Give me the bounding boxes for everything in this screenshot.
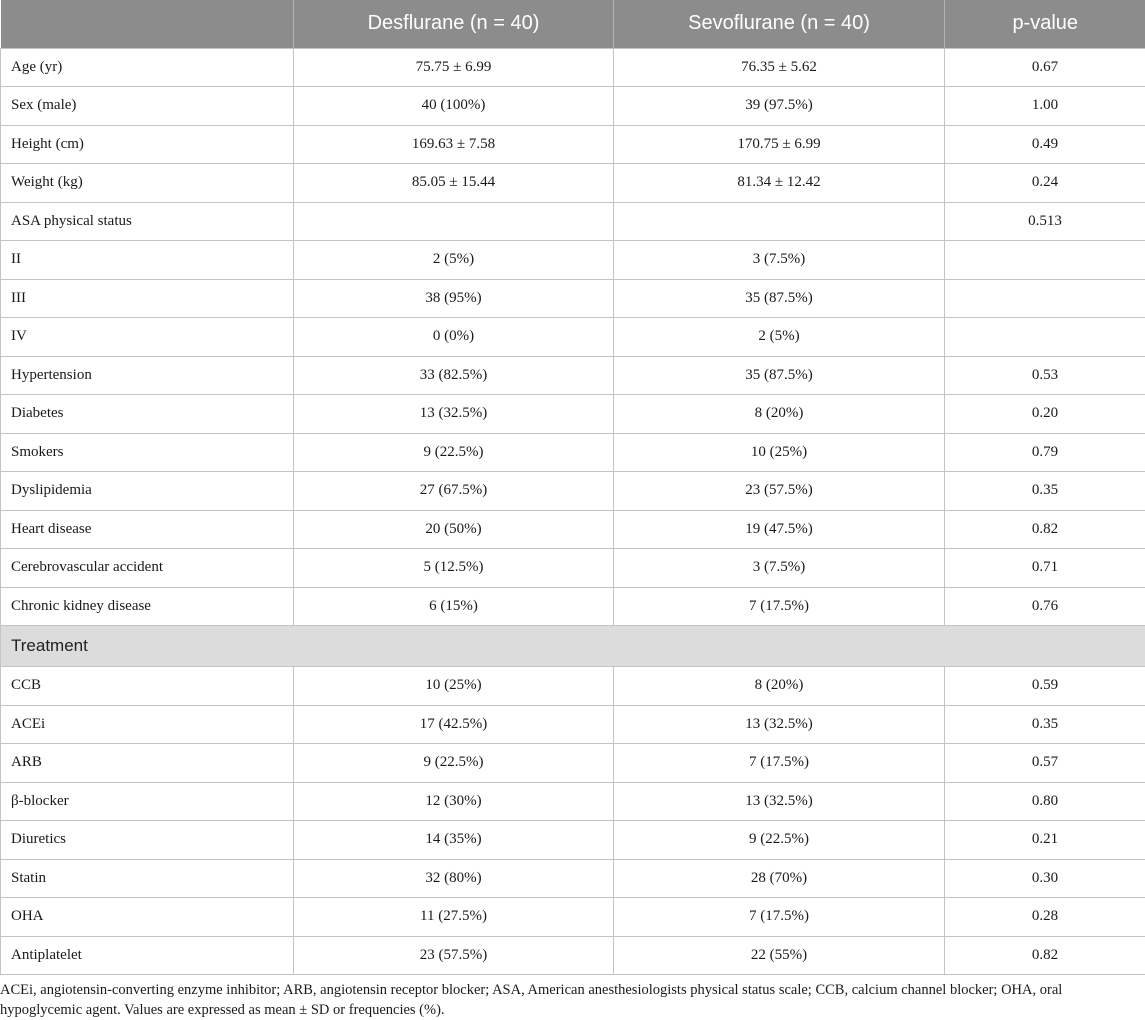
- p-value: 0.24: [945, 164, 1145, 203]
- row-label: II: [1, 241, 294, 280]
- table-row: [1, 744, 1145, 783]
- sevoflurane-value: 7 (17.5%): [614, 898, 945, 937]
- sevoflurane-value: 23 (57.5%): [614, 472, 945, 511]
- row-label: Antiplatelet: [1, 936, 294, 975]
- p-value: [945, 279, 1145, 318]
- p-value: 0.79: [945, 433, 1145, 472]
- desflurane-value: 11 (27.5%): [294, 898, 614, 937]
- sevoflurane-value: 28 (70%): [614, 859, 945, 898]
- p-value: 0.76: [945, 587, 1145, 626]
- row-label: CCB: [1, 667, 294, 706]
- p-value: 1.00: [945, 87, 1145, 126]
- row-label: Height (cm): [1, 125, 294, 164]
- desflurane-value: 5 (12.5%): [294, 549, 614, 588]
- desflurane-value: [294, 202, 614, 241]
- section-header-row: [1, 626, 1145, 667]
- row-label: Chronic kidney disease: [1, 587, 294, 626]
- p-value: 0.49: [945, 125, 1145, 164]
- desflurane-value: 9 (22.5%): [294, 433, 614, 472]
- row-label: ASA physical status: [1, 202, 294, 241]
- sevoflurane-value: 3 (7.5%): [614, 241, 945, 280]
- p-value: 0.82: [945, 510, 1145, 549]
- sevoflurane-value: 35 (87.5%): [614, 356, 945, 395]
- row-label: Cerebrovascular accident: [1, 549, 294, 588]
- table-row: [1, 279, 1145, 318]
- p-value: 0.513: [945, 202, 1145, 241]
- p-value: 0.20: [945, 395, 1145, 434]
- desflurane-value: 38 (95%): [294, 279, 614, 318]
- header-cell-label: [1, 0, 294, 48]
- desflurane-value: 27 (67.5%): [294, 472, 614, 511]
- table-row: [1, 241, 1145, 280]
- row-label: ACEi: [1, 705, 294, 744]
- sevoflurane-value: 7 (17.5%): [614, 744, 945, 783]
- row-label: β-blocker: [1, 782, 294, 821]
- row-label: Diabetes: [1, 395, 294, 434]
- p-value: 0.30: [945, 859, 1145, 898]
- desflurane-value: 0 (0%): [294, 318, 614, 357]
- table-footnote: ACEi, angiotensin-converting enzyme inhibitor; ARB, angiotensin receptor blocker; ASA, American anesthesiologists physical status scale; CCB, calcium channel blocker; OHA, oral hypoglycemic agent. Values are expressed as mean ± SD or frequencies (%).: [0, 982, 1063, 1018]
- table-row: [1, 125, 1145, 164]
- table-row: [1, 898, 1145, 937]
- table-row: [1, 433, 1145, 472]
- desflurane-value: 32 (80%): [294, 859, 614, 898]
- p-value: 0.53: [945, 356, 1145, 395]
- table-row: [1, 859, 1145, 898]
- p-value: [945, 241, 1145, 280]
- header-cell-p-value: p-value: [945, 0, 1145, 48]
- table-row: [1, 936, 1145, 975]
- p-value: 0.21: [945, 821, 1145, 860]
- sevoflurane-value: 22 (55%): [614, 936, 945, 975]
- table-row: [1, 705, 1145, 744]
- table-row: [1, 510, 1145, 549]
- desflurane-value: 40 (100%): [294, 87, 614, 126]
- row-label: Heart disease: [1, 510, 294, 549]
- table-row: [1, 821, 1145, 860]
- table-row: [1, 667, 1145, 706]
- p-value: [945, 318, 1145, 357]
- row-label: OHA: [1, 898, 294, 937]
- header-cell-sevoflurane: Sevoflurane (n = 40): [614, 0, 945, 48]
- sevoflurane-value: 8 (20%): [614, 395, 945, 434]
- desflurane-value: 75.75 ± 6.99: [294, 48, 614, 87]
- desflurane-value: 10 (25%): [294, 667, 614, 706]
- table-row: [1, 87, 1145, 126]
- sevoflurane-value: 8 (20%): [614, 667, 945, 706]
- sevoflurane-value: 9 (22.5%): [614, 821, 945, 860]
- p-value: 0.59: [945, 667, 1145, 706]
- table-row: [1, 48, 1145, 87]
- row-label: Statin: [1, 859, 294, 898]
- desflurane-value: 17 (42.5%): [294, 705, 614, 744]
- section-title-treatment: Treatment: [1, 626, 1145, 667]
- desflurane-value: 13 (32.5%): [294, 395, 614, 434]
- row-label: Weight (kg): [1, 164, 294, 203]
- desflurane-value: 6 (15%): [294, 587, 614, 626]
- sevoflurane-value: 13 (32.5%): [614, 705, 945, 744]
- desflurane-value: 169.63 ± 7.58: [294, 125, 614, 164]
- desflurane-value: 23 (57.5%): [294, 936, 614, 975]
- row-label: Hypertension: [1, 356, 294, 395]
- sevoflurane-value: 19 (47.5%): [614, 510, 945, 549]
- desflurane-value: 9 (22.5%): [294, 744, 614, 783]
- p-value: 0.67: [945, 48, 1145, 87]
- table-row: [1, 318, 1145, 357]
- row-label: Smokers: [1, 433, 294, 472]
- sevoflurane-value: [614, 202, 945, 241]
- sevoflurane-value: 2 (5%): [614, 318, 945, 357]
- sevoflurane-value: 170.75 ± 6.99: [614, 125, 945, 164]
- p-value: 0.80: [945, 782, 1145, 821]
- table-row: [1, 472, 1145, 511]
- p-value: 0.28: [945, 898, 1145, 937]
- desflurane-value: 33 (82.5%): [294, 356, 614, 395]
- p-value: 0.57: [945, 744, 1145, 783]
- p-value: 0.35: [945, 472, 1145, 511]
- table-row: [1, 549, 1145, 588]
- sevoflurane-value: 3 (7.5%): [614, 549, 945, 588]
- row-label: Diuretics: [1, 821, 294, 860]
- sevoflurane-value: 35 (87.5%): [614, 279, 945, 318]
- desflurane-value: 12 (30%): [294, 782, 614, 821]
- desflurane-value: 20 (50%): [294, 510, 614, 549]
- sevoflurane-value: 76.35 ± 5.62: [614, 48, 945, 87]
- p-value: 0.35: [945, 705, 1145, 744]
- header-cell-desflurane: Desflurane (n = 40): [294, 0, 614, 48]
- desflurane-value: 2 (5%): [294, 241, 614, 280]
- sevoflurane-value: 81.34 ± 12.42: [614, 164, 945, 203]
- row-label: Sex (male): [1, 87, 294, 126]
- table-row: [1, 395, 1145, 434]
- table-row: [1, 782, 1145, 821]
- row-label: Age (yr): [1, 48, 294, 87]
- row-label: Dyslipidemia: [1, 472, 294, 511]
- table-row: [1, 202, 1145, 241]
- sevoflurane-value: 10 (25%): [614, 433, 945, 472]
- row-label: III: [1, 279, 294, 318]
- row-label: IV: [1, 318, 294, 357]
- row-label: ARB: [1, 744, 294, 783]
- table-row: [1, 356, 1145, 395]
- p-value: 0.71: [945, 549, 1145, 588]
- sevoflurane-value: 13 (32.5%): [614, 782, 945, 821]
- desflurane-value: 14 (35%): [294, 821, 614, 860]
- table-row: [1, 164, 1145, 203]
- table-row: [1, 587, 1145, 626]
- p-value: 0.82: [945, 936, 1145, 975]
- desflurane-value: 85.05 ± 15.44: [294, 164, 614, 203]
- table-header-row: [1, 0, 1145, 48]
- sevoflurane-value: 39 (97.5%): [614, 87, 945, 126]
- sevoflurane-value: 7 (17.5%): [614, 587, 945, 626]
